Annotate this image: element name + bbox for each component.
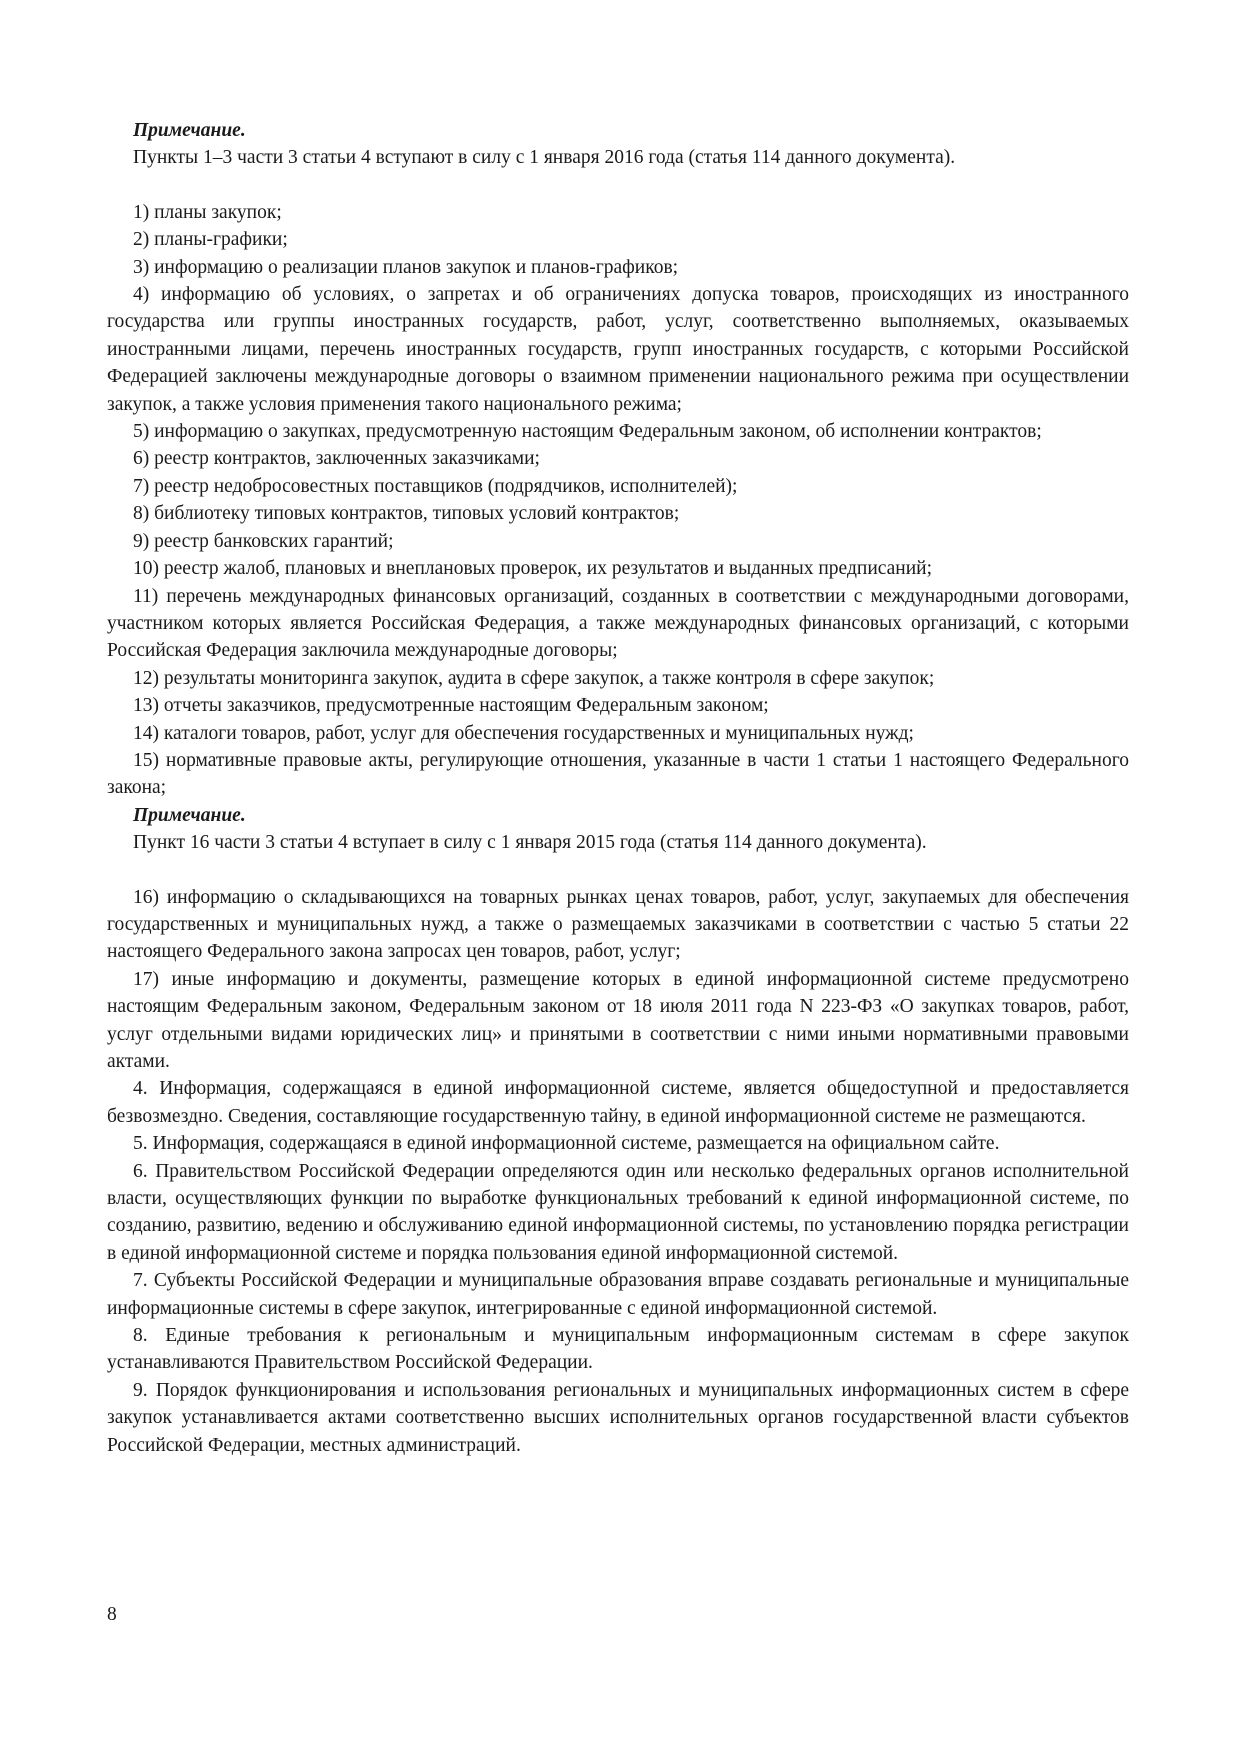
spacer [107, 857, 1129, 884]
list-item: 6) реестр контрактов, заключенных заказчиками; [133, 448, 540, 470]
list-item: 10) реестр жалоб, плановых и внеплановых проверок, их результатов и выданных предписаний; [133, 558, 933, 580]
paragraph: 9. Порядок функционирования и использования региональных и муниципальных информационных систем в сфере закупок устанавливается актами соответственно высших исполнительных органов государственной власти субъектов Российской Федерации, местных администраций. [107, 1379, 1129, 1456]
paragraph: 8. Единые требования к региональным и муниципальным информационным системам в сфере закупок устанавливаются Правительством Российской Федерации. [107, 1325, 1129, 1374]
document-page [107, 117, 1129, 1459]
note-title: Примечание. [133, 804, 246, 826]
list-item: 12) результаты мониторинга закупок, аудита в сфере закупок, а также контроля в сфере закупок; [133, 667, 935, 689]
list-item: 7) реестр недобросовестных поставщиков (подрядчиков, исполнителей); [133, 475, 738, 497]
paragraph: 7. Субъекты Российской Федерации и муниципальные образования вправе создавать региональные и муниципальные информационные системы в сфере закупок, интегрированные с единой информационной системой. [107, 1270, 1129, 1319]
paragraph: 4. Информация, содержащаяся в единой информационной системе, является общедоступной и предоставляется безвозмездно. Сведения, составляющие государственную тайну, в единой информационной системе не размещаются. [107, 1078, 1129, 1127]
list-item: 15) нормативные правовые акты, регулирующие отношения, указанные в части 1 статьи 1 настоящего Федерального закона; [107, 749, 1129, 799]
note-text: Пункт 16 части 3 статьи 4 вступает в силу с 1 января 2015 года (статья 114 данного документа). [133, 832, 927, 854]
list-item: 2) планы-графики; [133, 229, 288, 251]
paragraph: 5. Информация, содержащаяся в единой информационной системе, размещается на официальном сайте. [133, 1133, 1000, 1155]
list-item: 1) планы закупок; [133, 201, 282, 223]
paragraph: 6. Правительством Российской Федерации определяются один или несколько федеральных органов исполнительной власти, осуществляющих функции по выработке функциональных требований к единой информационной системе, по созданию, развитию, ведению и обслуживанию единой информационной системы, по установлению порядка регистрации в единой информационной системе и порядка пользования единой информационной системой. [107, 1160, 1129, 1264]
page-number: 8 [107, 1604, 117, 1625]
note-title: Примечание. [133, 120, 246, 141]
list-item: 8) библиотеку типовых контрактов, типовых условий контрактов; [133, 503, 680, 525]
list-item: 11) перечень международных финансовых организаций, созданных в соответствии с международными договорами, участником которых является Российская Федерация, а также международных финансовых организаций, с которыми Российская Федерация заключила международные договоры; [107, 585, 1129, 662]
list-item: 17) иные информацию и документы, размещение которых в единой информационной системе предусмотрено настоящим Федеральным законом, Федеральным законом от 18 июля 2011 года N 223-ФЗ «О закупках товаров, работ, услуг отдельными видами юридических лиц» и принятыми в соответствии с ними иными нормативными правовыми актами. [107, 968, 1129, 1072]
list-item: 4) информацию об условиях, о запретах и об ограничениях допуска товаров, происходящих из иностранного государства или группы иностранных государств, работ, услуг, соответственно выполняемых, оказываемых иностранными лицами, перечень иностранных государств, групп иностранных государств, с которыми Российской Федерацией заключены международные договоры о взаимном применении национального режима при осуществлении закупок, а также условия применения такого национального режима; [107, 284, 1129, 415]
list-item: 3) информацию о реализации планов закупок и планов-графиков; [133, 256, 679, 278]
list-item: 13) отчеты заказчиков, предусмотренные настоящим Федеральным законом; [133, 695, 769, 717]
list-item: 16) информацию о складывающихся на товарных рынках ценах товаров, работ, услуг, закупаемых для обеспечения государственных и муниципальных нужд, а также о размещаемых заказчиками в соответствии с частью 5 статьи 22 настоящего Федерального закона запросах цен товаров, работ, услуг; [107, 886, 1129, 963]
list-item: 9) реестр банковских гарантий; [133, 530, 394, 552]
spacer [107, 172, 1129, 199]
list-item: 5) информацию о закупках, предусмотренную настоящим Федеральным законом, об исполнении контрактов; [133, 421, 1042, 443]
note-text: Пункты 1–3 части 3 статьи 4 вступают в силу с 1 января 2016 года (статья 114 данного документа). [133, 147, 956, 169]
list-item: 14) каталоги товаров, работ, услуг для обеспечения государственных и муниципальных нужд; [133, 722, 914, 744]
